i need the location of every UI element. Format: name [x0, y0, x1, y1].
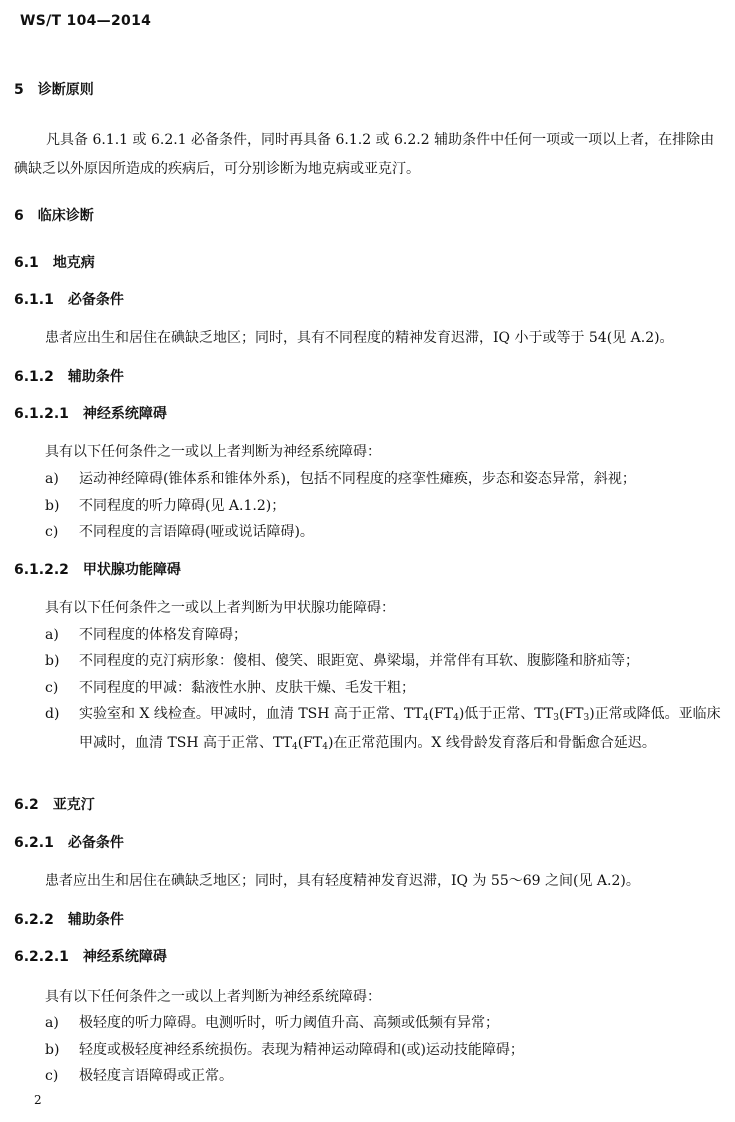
list-marker: a): [45, 1015, 59, 1031]
list-item: [45, 621, 721, 650]
section-6-1-2-2-intro: 具有以下任何条件之一或以上者判断为甲状腺功能障碍：: [45, 600, 395, 616]
section-title: 神经系统障碍: [82, 949, 167, 965]
section-title: 诊断原则: [37, 82, 94, 98]
section-number: 6.2.2.1: [14, 949, 69, 965]
section-6-2-2-heading: [14, 910, 124, 930]
list-marker: b): [45, 498, 60, 514]
section-6-2-1-heading: [14, 833, 124, 853]
list-marker: a): [45, 471, 59, 487]
list-item-text: 不同程度的甲减：黏液性水肿、皮肤干燥、毛发干粗；: [79, 680, 415, 696]
section-title: 甲状腺功能障碍: [82, 562, 181, 578]
section-number: 6.2: [14, 797, 39, 813]
list-item-text: 不同程度的听力障碍(见 A.1.2)；: [79, 498, 286, 514]
section-5-body: 凡具备 6.1.1 或 6.2.1 必备条件，同时再具备 6.1.2 或 6.2.2 辅助条件中任何一项或一项以上者，在排除由碘缺乏以外原因所造成的疾病后，可分别诊断为地克病或亚克汀。: [14, 132, 715, 177]
section-6-1-2-1-intro: 具有以下任何条件之一或以上者判断为神经系统障碍：: [45, 444, 381, 460]
list-item-text: 不同程度的言语障碍(哑或说话障碍)。: [79, 524, 314, 540]
list-item: [45, 647, 721, 676]
document-header: WS/T 104—2014: [20, 13, 152, 29]
list-item: [45, 1036, 721, 1065]
list-item: [45, 674, 721, 703]
section-title: 必备条件: [67, 835, 124, 851]
section-6-2-2-1-heading: [14, 947, 167, 967]
list-marker: a): [45, 627, 59, 643]
section-5-heading: [14, 80, 94, 100]
list-marker: c): [45, 1068, 59, 1084]
section-number: 5: [14, 82, 24, 98]
list-marker: b): [45, 1042, 60, 1058]
list-item-text: 轻度或极轻度神经系统损伤。表现为精神运动障碍和(或)运动技能障碍；: [79, 1042, 524, 1058]
list-marker: c): [45, 524, 59, 540]
list-item-text: 极轻度言语障碍或正常。: [79, 1068, 233, 1084]
section-6-2-2-1-intro: 具有以下任何条件之一或以上者判断为神经系统障碍：: [45, 989, 381, 1005]
section-6-2-heading: [14, 795, 95, 815]
section-number: 6.1.2.1: [14, 406, 69, 422]
section-6-1-2-2-heading: [14, 560, 181, 580]
section-number: 6.1.1: [14, 292, 54, 308]
list-item-text: 实验室和 X 线检查。甲减时，血清 TSH 高于正常、$TT_4(FT_4)$低于正常、$TT_3(FT_3)$正常或降低。亚临床甲减时，血清 TSH 高于正常、$TT_4(FT_4)$在正常范围内。X 线骨龄发育落后和骨骺愈合延迟。: [79, 706, 721, 752]
section-title: 必备条件: [67, 292, 124, 308]
list-item: [45, 1062, 721, 1091]
section-title: 神经系统障碍: [82, 406, 167, 422]
list-item: [45, 1009, 721, 1038]
section-number: 6.1.2.2: [14, 562, 69, 578]
list-item: [45, 465, 721, 494]
section-number: 6.1: [14, 255, 39, 271]
section-6-1-2-heading: [14, 367, 124, 387]
section-number: 6.2.1: [14, 835, 54, 851]
list-marker: b): [45, 653, 60, 669]
section-number: 6: [14, 208, 24, 224]
section-6-heading: [14, 206, 94, 226]
list-item-text: 不同程度的体格发育障碍；: [79, 627, 247, 643]
section-title: 辅助条件: [67, 369, 124, 385]
section-number: 6.2.2: [14, 912, 54, 928]
section-number: 6.1.2: [14, 369, 54, 385]
list-item: [45, 700, 721, 758]
list-item: [45, 518, 721, 547]
section-6-1-2-1-heading: [14, 404, 167, 424]
section-6-1-heading: [14, 253, 95, 273]
section-title: 临床诊断: [37, 208, 94, 224]
section-6-2-1-body: 患者应出生和居住在碘缺乏地区；同时，具有轻度精神发育迟滞，IQ 为 55～69 之间(见 A.2)。: [45, 873, 640, 889]
section-6-1-1-body: 患者应出生和居住在碘缺乏地区；同时，具有不同程度的精神发育迟滞，IQ 小于或等于 54(见 A.2)。: [45, 330, 674, 346]
list-item: [45, 492, 721, 521]
list-item-text: 不同程度的克汀病形象：傻相、傻笑、眼距宽、鼻梁塌，并常伴有耳软、腹膨隆和脐疝等；: [79, 653, 639, 669]
list-marker: c): [45, 680, 59, 696]
section-6-1-1-heading: [14, 290, 124, 310]
section-title: 亚克汀: [52, 797, 95, 813]
list-item-text: 运动神经障碍(锥体系和锥体外系)，包括不同程度的痉挛性瘫痪，步态和姿态异常，斜视；: [79, 471, 636, 487]
list-marker: d): [45, 706, 60, 722]
list-item-text: 极轻度的听力障碍。电测听时，听力阈值升高、高频或低频有异常；: [79, 1015, 499, 1031]
section-title: 辅助条件: [67, 912, 124, 928]
page-number: 2: [34, 1093, 42, 1107]
section-title: 地克病: [52, 255, 95, 271]
